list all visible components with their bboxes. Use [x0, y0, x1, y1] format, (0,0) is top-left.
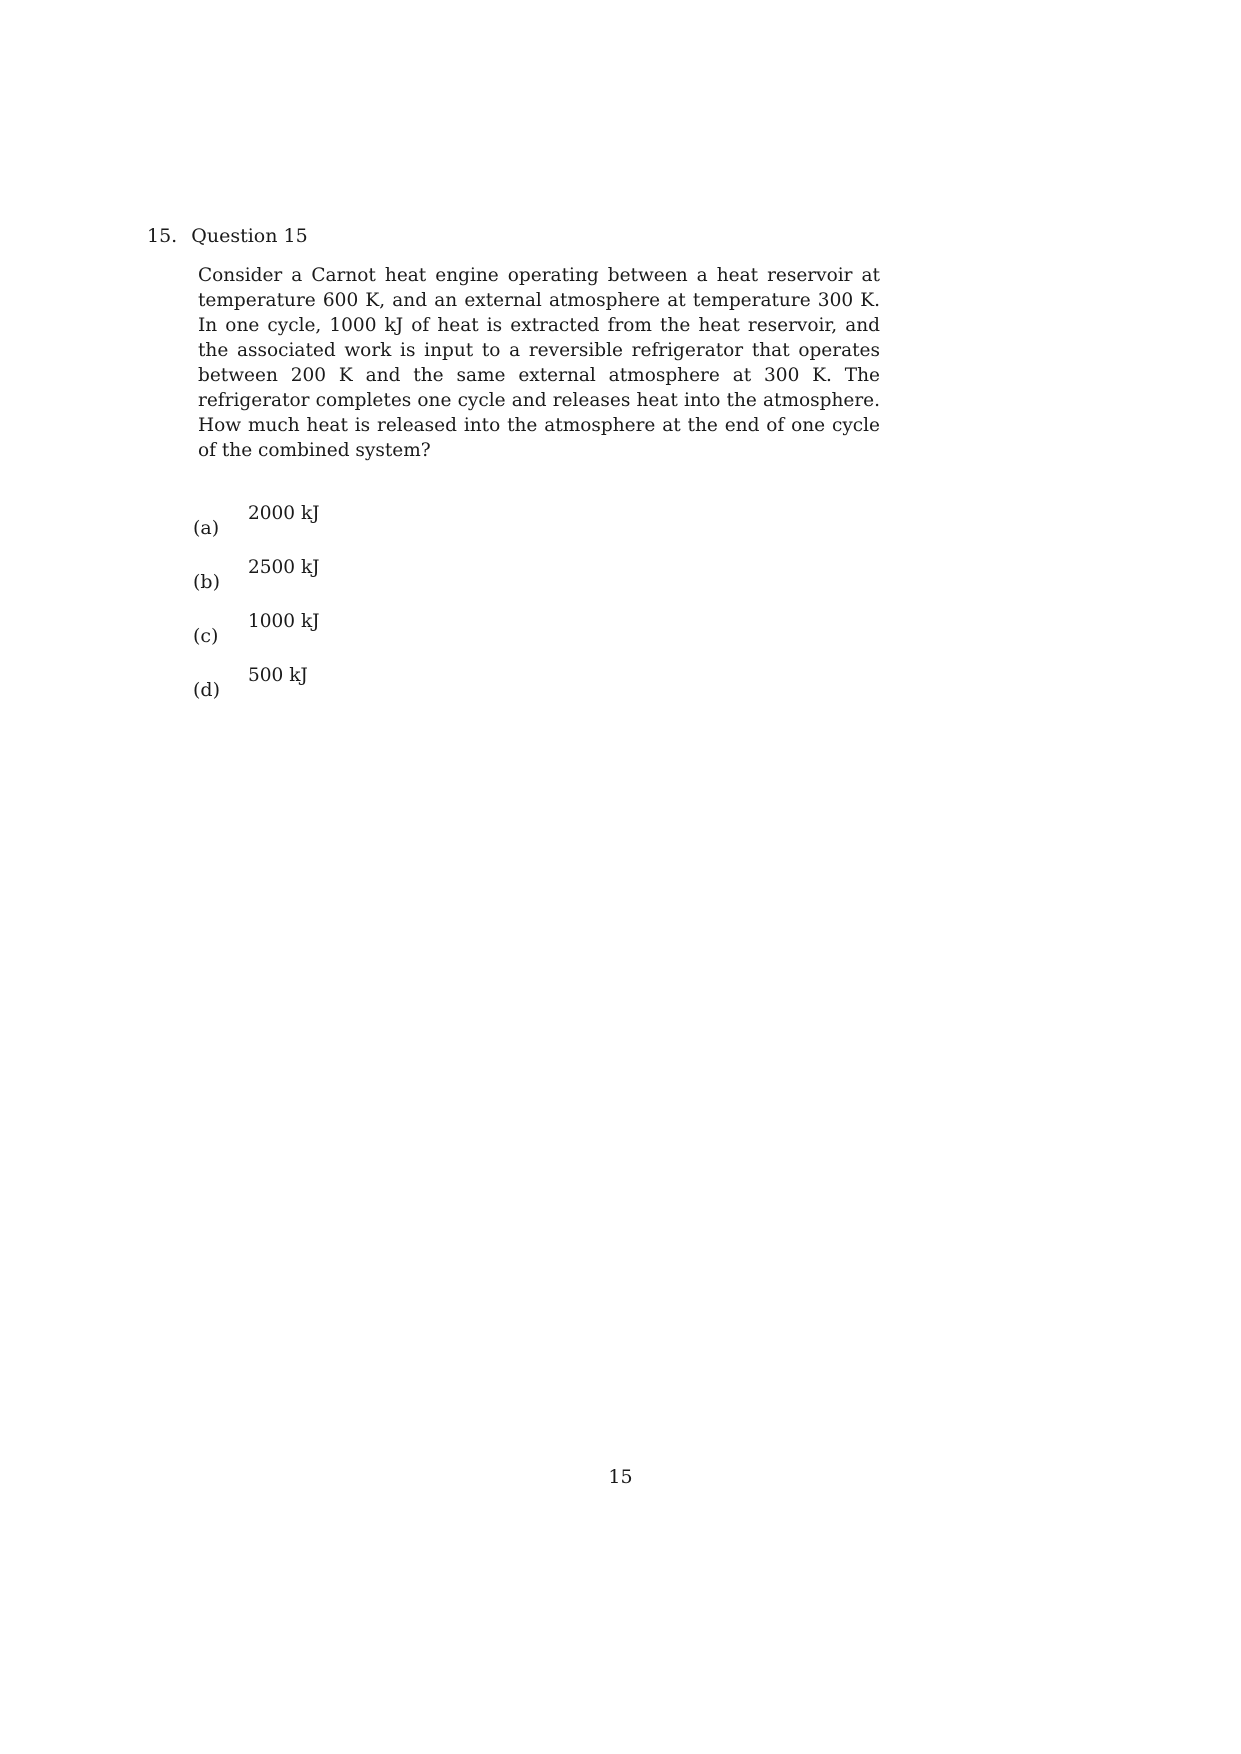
option-d	[193, 664, 593, 718]
option-label: (d)	[193, 679, 220, 701]
option-label: (a)	[193, 517, 220, 539]
option-label: (b)	[193, 571, 220, 593]
answer-options	[193, 502, 593, 718]
option-value: 1000 kJ	[248, 611, 320, 632]
page-number: 15	[608, 1466, 633, 1488]
option-value: 2500 kJ	[248, 557, 320, 578]
option-b	[193, 556, 593, 610]
option-value: 2000 kJ	[248, 503, 320, 524]
option-label: (c)	[193, 625, 219, 647]
option-c	[193, 610, 593, 664]
option-value: 500 kJ	[248, 665, 308, 686]
option-a	[193, 502, 593, 556]
question-text: Consider a Carnot heat engine operating between a heat reservoir at temperature 600 K, and an external atmosphere at temperature 300 K. In one cycle, 1000 kJ of heat is extracted from the heat reservoir, and the associated work is input to a reversible refrigerator that operates between 200 K and the same external atmosphere at 300 K. The refrigerator completes one cycle and releases heat into the atmosphere. How much heat is released into the atmosphere at the end of one cycle of the combined system?	[198, 265, 880, 461]
question-heading	[147, 224, 308, 248]
question-title: Question 15	[191, 225, 308, 247]
question-number: 15.	[147, 225, 178, 247]
